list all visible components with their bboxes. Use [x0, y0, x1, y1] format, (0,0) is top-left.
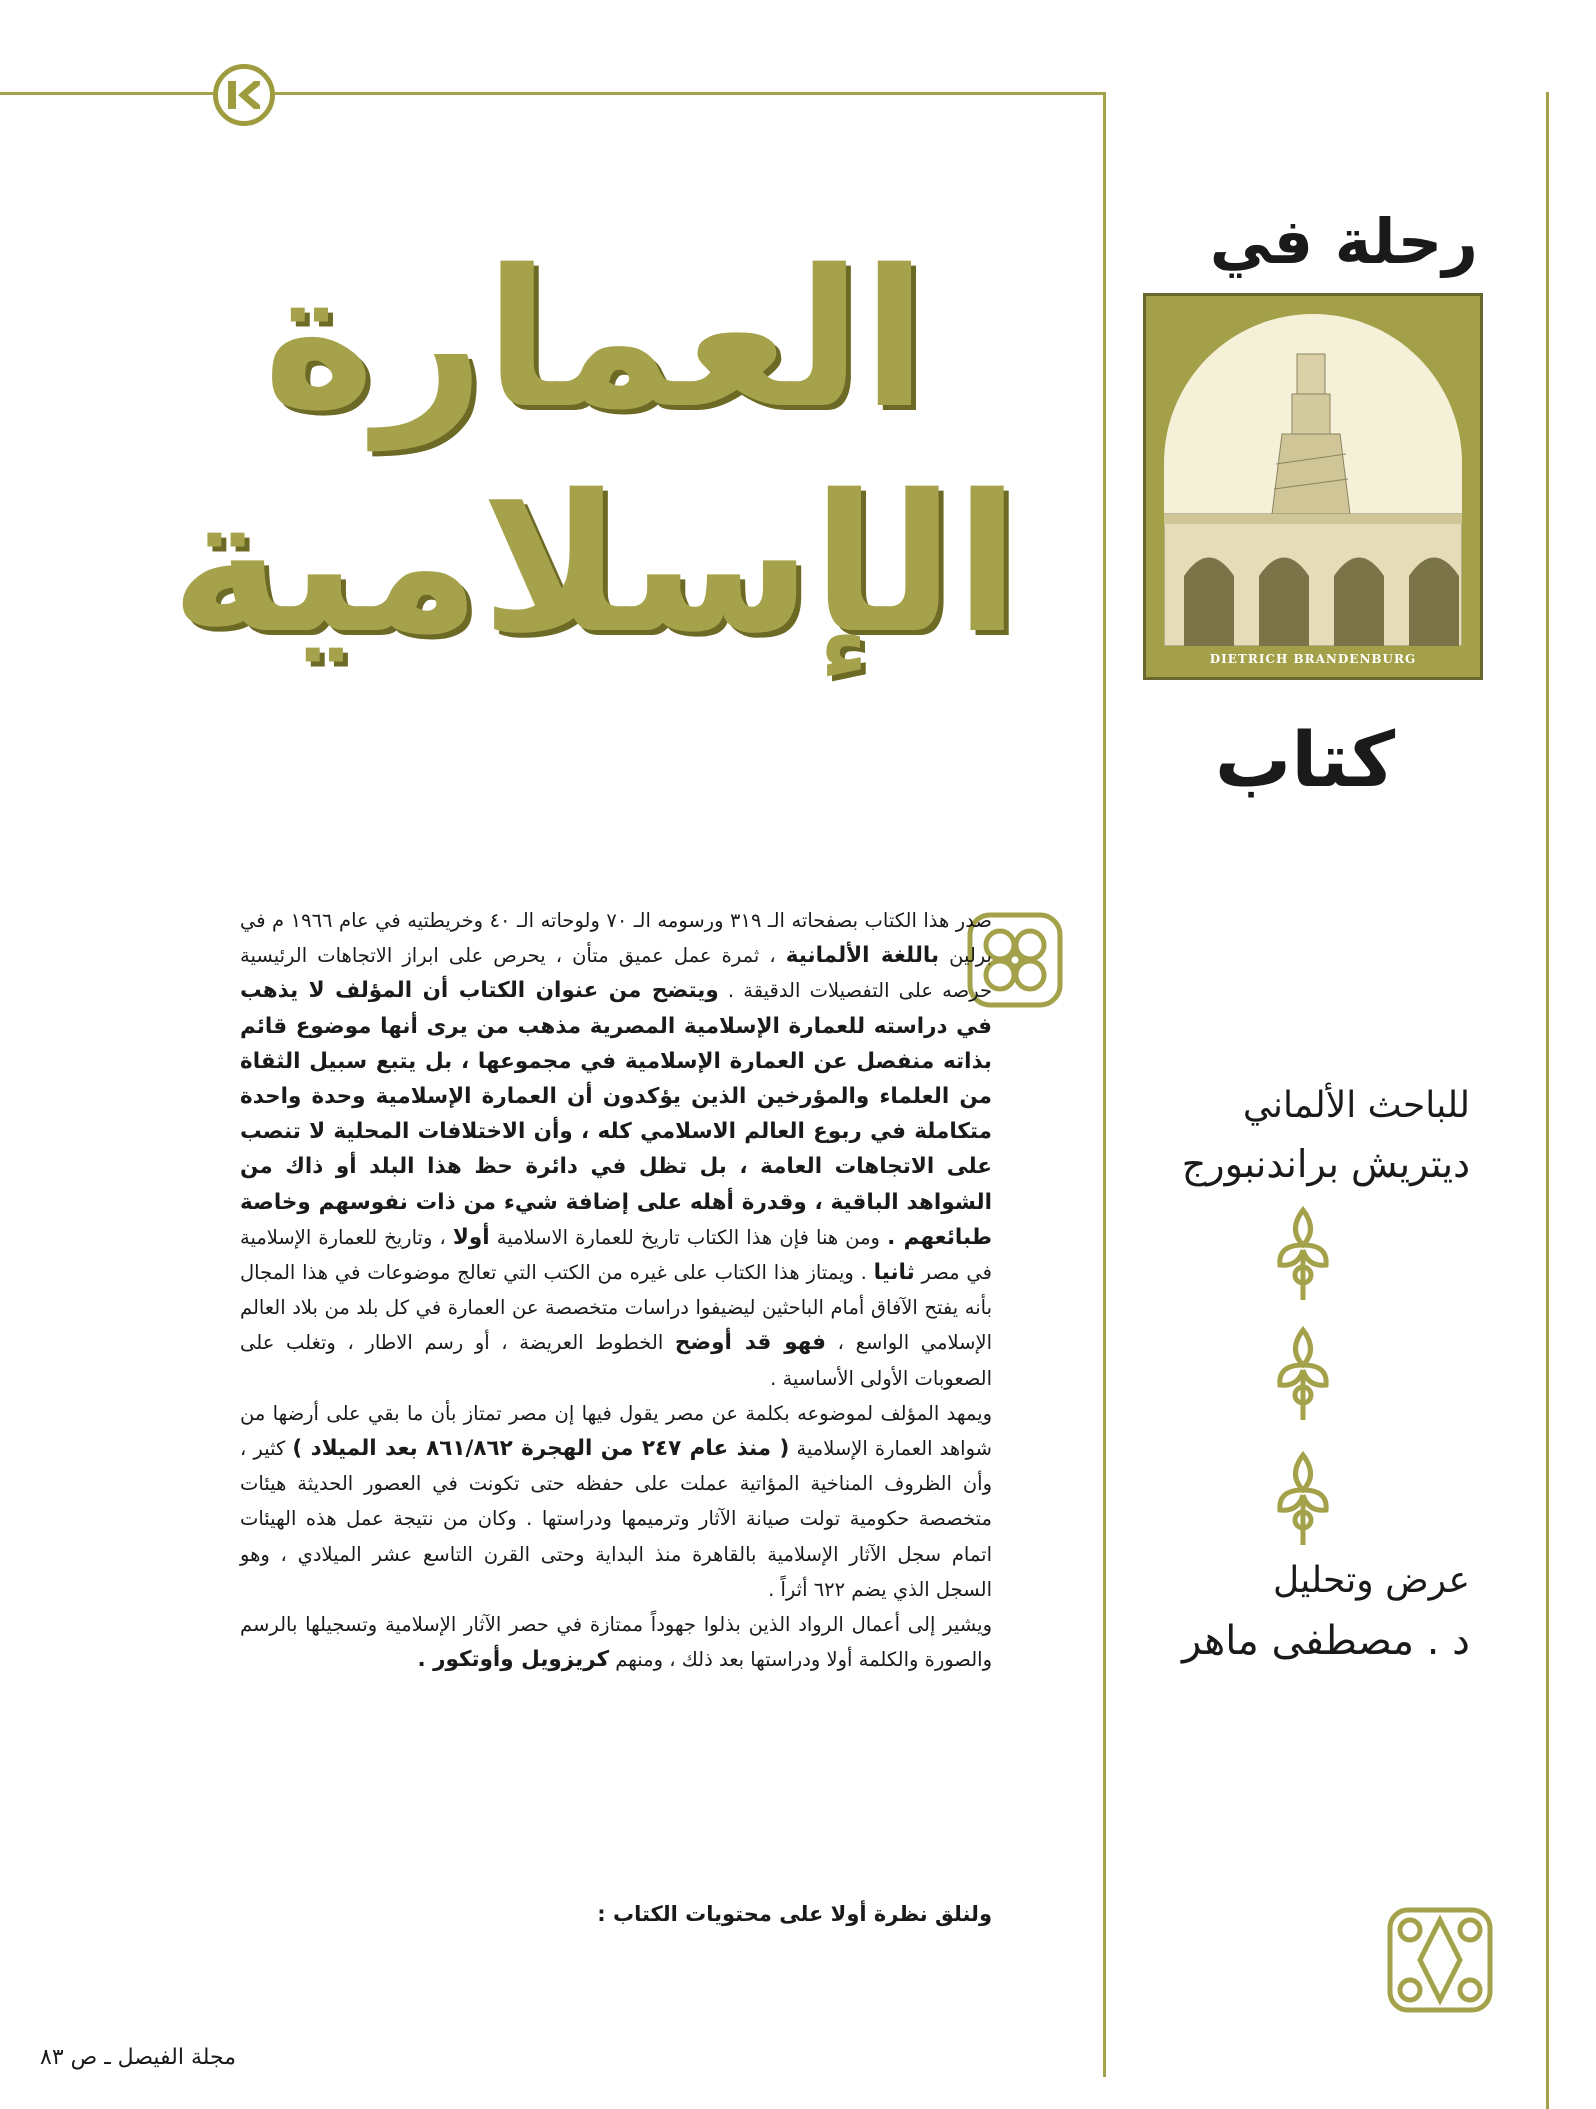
- author-label: للباحث الألماني: [1242, 1085, 1470, 1126]
- body-paragraph: [240, 903, 992, 1396]
- text-run: ويشير إلى أعمال الرواد الذين بذلوا جهوداً ممتازة في حصر الآثار الإسلامية وتسجيلها بالرسم والصورة والكلمة أولا ودراستها بعد ذلك ، ومنهم: [240, 1613, 992, 1672]
- article-body: [240, 903, 992, 1677]
- bold-text-run: أولا: [452, 1224, 490, 1250]
- bold-text-run: ويتضح من عنوان الكتاب أن المؤلف لا يذهب في دراسته للعمارة الإسلامية المصرية مذهب من يرى أنها موضوع قائم بذاته منفصل عن العمارة الإسلامية في مجموعها ، بل يتبع سبيل الثقاة من العلماء والمؤرخين الذين يؤكدون أن العمارة الإسلامية وحدة واحدة متكاملة في ربوع العالم الاسلامي كله ، وأن الاختلافات المحلية لا تنصب على الاتجاهات العامة ، بل تظل في دائرة حظ هذا البلد أو ذاك من الشواهد الباقية ، وقدرة أهله على إضافة شيء من ذات نفوسهم وخاصة طبائعهم .: [240, 978, 992, 1250]
- reviewer-name: د . مصطفى ماهر: [1182, 1618, 1470, 1664]
- closing-line: ولنلق نظرة أولا على محتويات الكتاب :: [597, 1902, 992, 1926]
- text-run: ومن هنا فإن هذا الكتاب تاريخ للعمارة الاسلامية: [489, 1225, 888, 1249]
- bold-text-run: ( منذ عام ٢٤٧ من الهجرة ٨٦١/٨٦٢ بعد الميلاد ): [292, 1436, 790, 1462]
- text-run: ، ثمرة عمل عميق متأن ، يحرص على ابراز الاتجاهات الرئيسية حرصه على التفصيلات الدقيقة .: [240, 944, 993, 1003]
- arabesque-corner-ornament-icon: [1380, 1900, 1500, 2020]
- title-line-1: العمارة: [263, 229, 927, 450]
- frame-top-line: [0, 92, 1105, 95]
- kicker-heading: رحلة في: [1209, 205, 1478, 278]
- bold-text-run: ثانيا: [873, 1260, 915, 1286]
- bold-text-run: فهو قد أوضح: [674, 1330, 826, 1356]
- page-footer: مجلة الفيصل ـ ص ٨٣: [40, 2045, 237, 2070]
- frame-outer-line: [1546, 92, 1549, 2109]
- text-run: صدر هذا الكتاب بصفحاته الـ ٣١٩ ورسومه الـ ٧٠ ولوحاته الـ ٤٠ وخريطتيه في عام ١٩٦٦ م في برلين: [240, 909, 992, 968]
- text-run: ، وتاريخ للعمارة الإسلامية في مصر: [240, 1225, 992, 1285]
- bold-text-run: باللغة الألمانية: [785, 943, 940, 969]
- fleur-ornament-icon: [1268, 1325, 1338, 1425]
- text-run: . ويمتاز هذا الكتاب على غيره من الكتب التي تعالج موضوعات في هذا المجال بأنه يفتح الآفاق أمام الباحثين ليضيفوا دراسات متخصصة عن العمارة في كل بلد من بلاد العالم الإسلامي الواسع ،: [240, 1261, 992, 1355]
- book-heading: كتاب: [1214, 715, 1396, 804]
- author-name: ديتريش براندنبورج: [1181, 1142, 1470, 1186]
- book-cover-arch: [1164, 314, 1462, 646]
- text-run: ويمهد المؤلف لموضوعه بكلمة عن مصر يقول فيها إن مصر تمتاز بأن ما بقي على أرضها من شواهد العمارة الإسلامية: [240, 1401, 992, 1461]
- review-label: عرض وتحليل: [1273, 1560, 1470, 1601]
- decorative-title: [120, 200, 1070, 710]
- fleur-ornament-icon: [1268, 1450, 1338, 1550]
- fleur-ornament-icon: [1268, 1205, 1338, 1305]
- frame-inner-line: [1103, 92, 1106, 2077]
- magazine-logo-icon: [213, 64, 275, 126]
- mosque-illustration: [1164, 314, 1462, 646]
- body-paragraph: [240, 1396, 992, 1607]
- book-cover-caption: DIETRICH BRANDENBURG: [1209, 652, 1417, 666]
- book-cover-image: [1143, 293, 1483, 680]
- body-paragraph: [240, 1607, 992, 1677]
- title-line-2: الإسلامية: [170, 454, 1020, 675]
- text-run: الخطوط العريضة ، أو رسم الاطار ، وتغلب على الصعوبات الأولى الأساسية .: [240, 1331, 992, 1390]
- text-run: كثير ، وأن الظروف المناخية المؤاتية عملت على حفظه حتى تكونت في العصور الحديثة هيئات متخصصة حكومية تولت صيانة الآثار وترميمها ودراستها . وكان من نتيجة عمل هذه الهيئات اتمام سجل الآثار الإسلامية بالقاهرة منذ البداية وحتى القرن التاسع عشر الميلادي ، وهو السجل الذي يضم ٦٢٢ أثراً .: [240, 1437, 992, 1601]
- bold-text-run: كريزويل وأوتكور .: [417, 1647, 610, 1673]
